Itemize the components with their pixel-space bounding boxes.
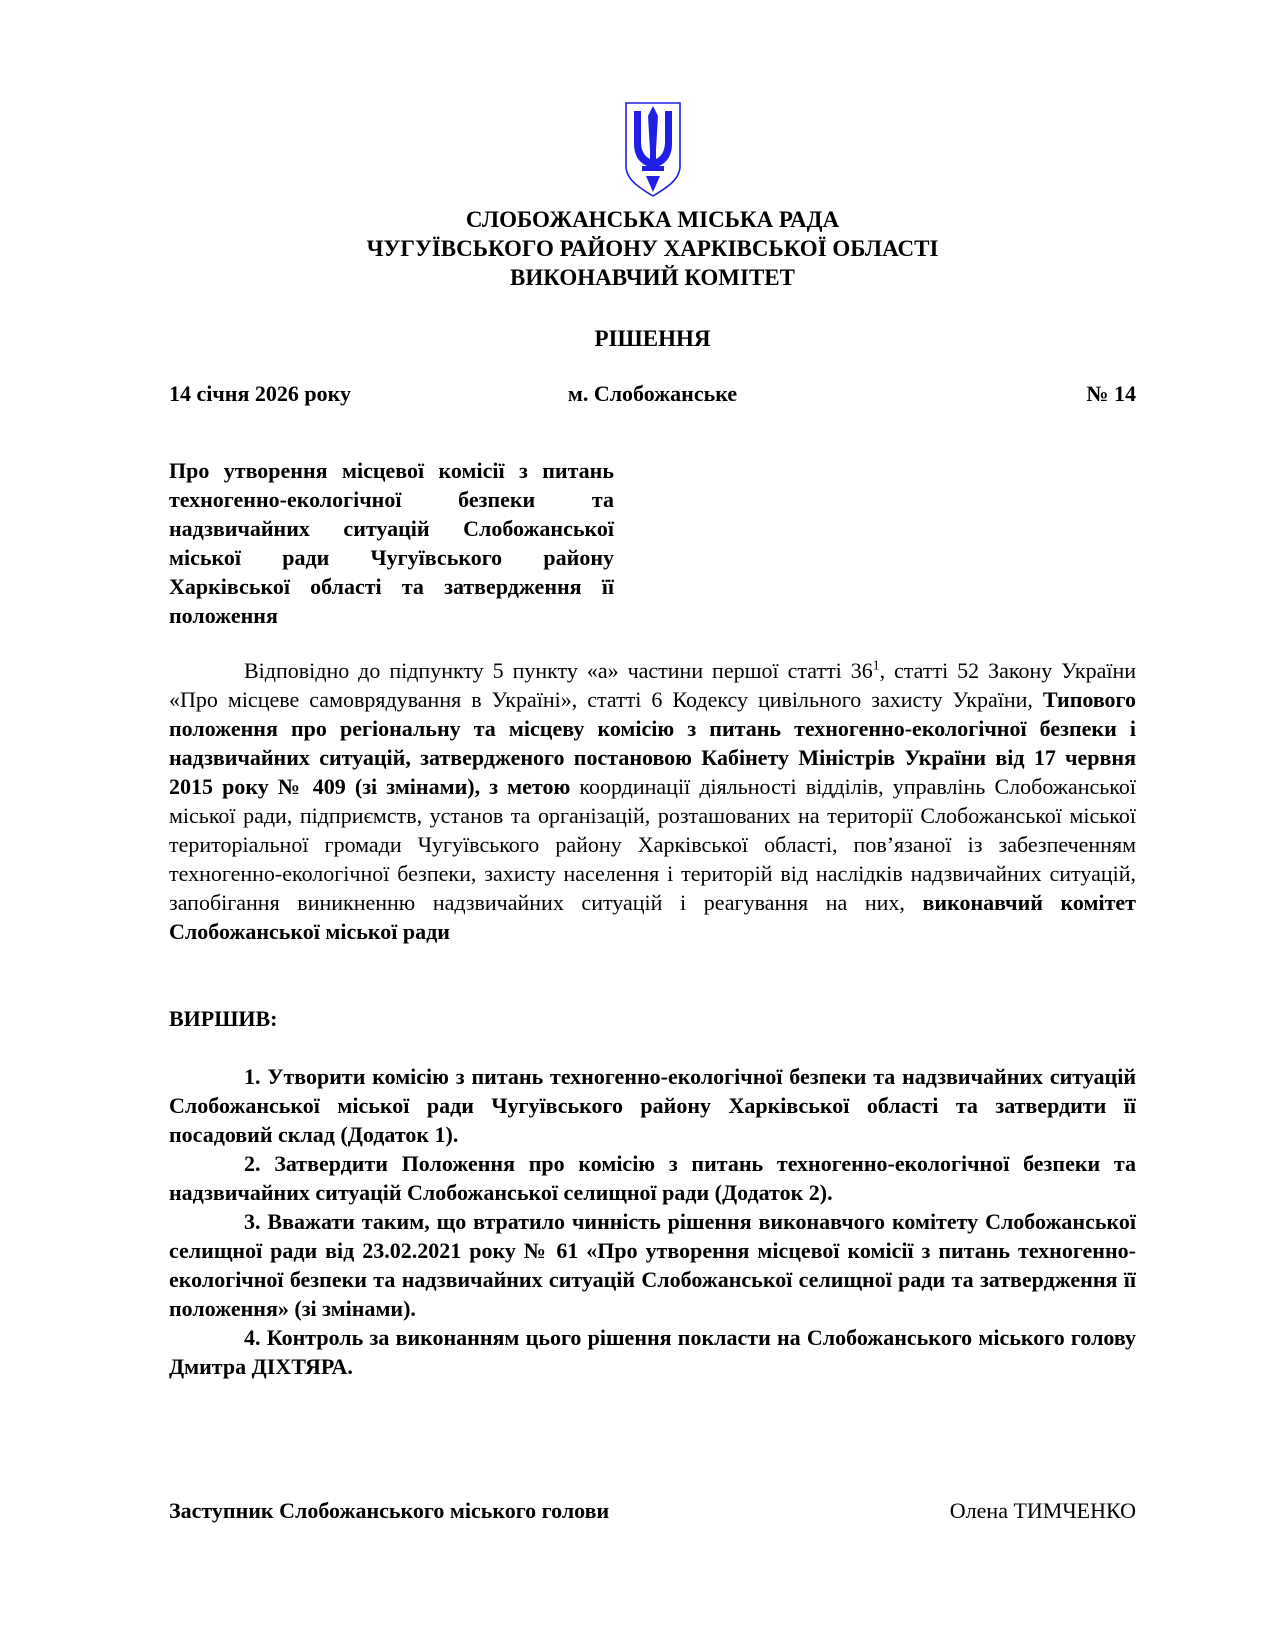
decision-item-1: 1. Утворити комісію з питань техногенно-екологічної безпеки та надзвичайних ситуацій Слобожанської міської ради Чугуївського району Харківської області та затвердити її посадовий склад (Додаток 1). (169, 1064, 1136, 1147)
district-name: ЧУГУЇВСЬКОГО РАЙОНУ ХАРКІВСЬКОЇ ОБЛАСТІ (366, 236, 939, 261)
committee-name: ВИКОНАВЧИЙ КОМІТЕТ (509, 265, 795, 290)
preamble-purpose: координації діяльності відділів, управлінь Слобожанської міської ради, підприємств, установ та організацій, розташованих на території Слобожанської міської територіальної громади Чугуївського району Харківської області, пов’язаної із забезпеченням техногенно-екологічної безпеки, захисту населення і територій від наслідків надзвичайних ситуацій, запобігання виникненню надзвичайних ситуацій і реагування на них, (169, 774, 1136, 915)
executive-committee-bold: виконавчий комітет Слобожанської міської ради (169, 890, 1136, 944)
decision-item-2: 2. Затвердити Положення про комісію з питань техногенно-екологічної безпеки та надзвичайних ситуацій Слобожанської селищної ради (Додаток 2). (169, 1151, 1136, 1205)
decision-items (169, 1062, 1136, 1381)
signatory-title: Заступник Слобожанського міського голови (169, 1498, 610, 1523)
trident-emblem-icon (622, 100, 684, 200)
document-content (169, 100, 1136, 1525)
document-header (169, 100, 1136, 292)
resolved-label: ВИРШИВ: (169, 1006, 278, 1031)
document-meta-row (169, 379, 1136, 408)
document-type-heading: РІШЕННЯ (594, 326, 711, 351)
document-date: 14 січня 2026 року (169, 381, 351, 406)
preamble-legal-refs: , статті 52 Закону України «Про місцеве самоврядування в Україні», статті 6 Кодексу цивільного захисту України, (169, 658, 1136, 712)
decision-item-3: 3. Вважати таким, що втратило чинність рішення виконавчого комітету Слобожанської селищної ради від 23.02.2021 року № 61 «Про утворення місцевої комісії з питань техногенно-екологічної безпеки та надзвичайних ситуацій Слобожанської селищної ради та затвердження її положення» (зі змінами). (169, 1209, 1136, 1321)
subject-paragraph: Про утворення місцевої комісії з питань техногенно-екологічної безпеки та надзвичайних ситуацій Слобожанської міської ради Чугуївського району Харківської області та затвердження її положення (169, 458, 614, 628)
signatory-name: Олена ТИМЧЕНКО (949, 1498, 1136, 1523)
document-place: м. Слобожанське (567, 381, 738, 406)
statute-ref-superscript: 1 (872, 657, 880, 673)
preamble-basis-bold: Типового положення про регіональну та місцеву комісію з питань техногенно-екологічної безпеки і надзвичайних ситуацій, затвердженого постановою Кабінету Міністрів України від 17 червня 2015 року № 409 (зі змінами), з метою (169, 687, 1136, 799)
council-name: СЛОБОЖАНСЬКА МІСЬКА РАДА (465, 207, 840, 232)
decision-item-4: 4. Контроль за виконанням цього рішення покласти на Слобожанського міського голову Дмитра ДІХТЯРА. (169, 1325, 1136, 1379)
document-number: № 14 (1086, 381, 1136, 406)
preamble-paragraph (169, 656, 1136, 946)
preamble-intro: Відповідно до підпункту 5 пункту «а» частини першої статті 36 (244, 658, 873, 683)
signature-row (169, 1496, 1136, 1525)
